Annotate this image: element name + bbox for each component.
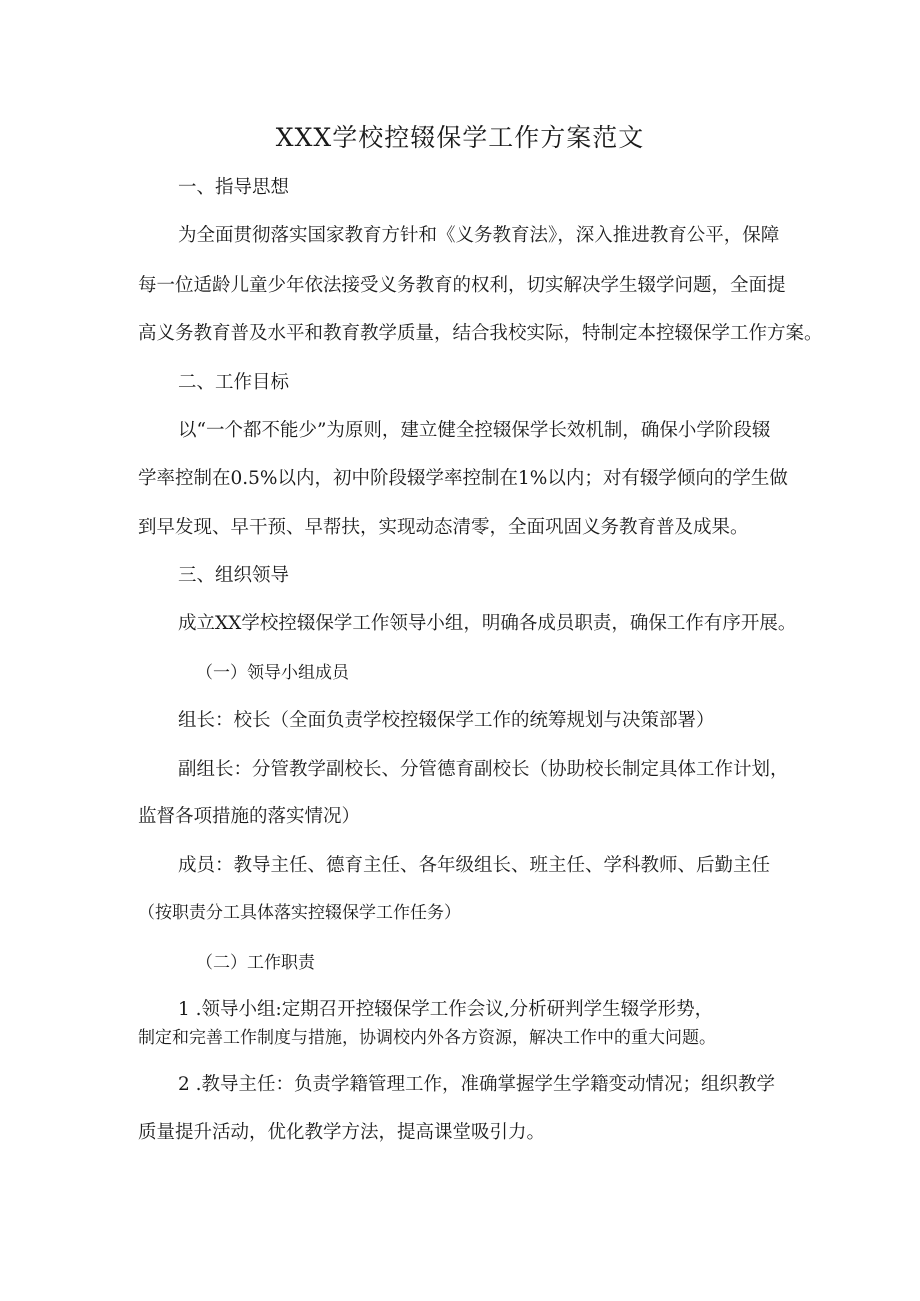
paragraph-line: 质量提升活动，优化教学方法，提高课堂吸引力。 [138, 1122, 546, 1143]
paragraph-line: 副组长：分管教学副校长、分管德育副校长（协助校长制定具体工作计划， [178, 759, 789, 780]
subheading-duties: （二）工作职责 [196, 953, 315, 973]
paragraph-line: 组长：校长（全面负责学校控辍保学工作的统筹规划与决策部署） [178, 710, 715, 731]
paragraph-line: 成立XX学校控辍保学工作领导小组，明确各成员职责，确保工作有序开展。 [178, 613, 797, 634]
heading-organization: 三、组织领导 [178, 565, 290, 586]
paragraph-line: 监督各项措施的落实情况） [138, 806, 361, 827]
paragraph-line: 1 .领导小组:定期召开控辍保学工作会议,分析研判学生辍学形势， [178, 999, 714, 1020]
paragraph-line: 每一位适龄儿童少年依法接受义务教育的权利，切实解决学生辍学问题，全面提 [138, 275, 786, 296]
paragraph-line: 为全面贯彻落实国家教育方针和《义务教育法》，深入推进教育公平，保障 [178, 225, 780, 246]
paragraph-line: 以“一个都不能少”为原则，建立健全控辍保学长效机制，确保小学阶段辍 [178, 420, 771, 441]
paragraph-line: （按职责分工具体落实控辍保学工作任务） [138, 903, 461, 923]
paragraph-line: 到早发现、早干预、早帮扶，实现动态清零，全面巩固义务教育普及成果。 [138, 517, 749, 538]
heading-work-goals: 二、工作目标 [178, 372, 290, 393]
paragraph-line: 成员：教导主任、德育主任、各年级组长、班主任、学科教师、后勤主任 [178, 855, 771, 876]
paragraph-line: 2 .教导主任：负责学籍管理工作，准确掌握学生学籍变动情况；组织教学 [178, 1074, 776, 1095]
document-title: XXX学校控辍保学工作方案范文 [275, 123, 645, 152]
heading-guiding-thought: 一、指导思想 [178, 177, 290, 198]
subheading-members: （一）领导小组成员 [196, 663, 349, 683]
paragraph-line: 高义务教育普及水平和教育教学质量，结合我校实际，特制定本控辍保学工作方案。 [138, 323, 823, 344]
paragraph-line: 制定和完善工作制度与措施，协调校内外各方资源，解决工作中的重大问题。 [138, 1028, 716, 1048]
paragraph-line: 学率控制在0.5%以内，初中阶段辍学率控制在1%以内；对有辍学倾向的学生做 [138, 468, 788, 489]
